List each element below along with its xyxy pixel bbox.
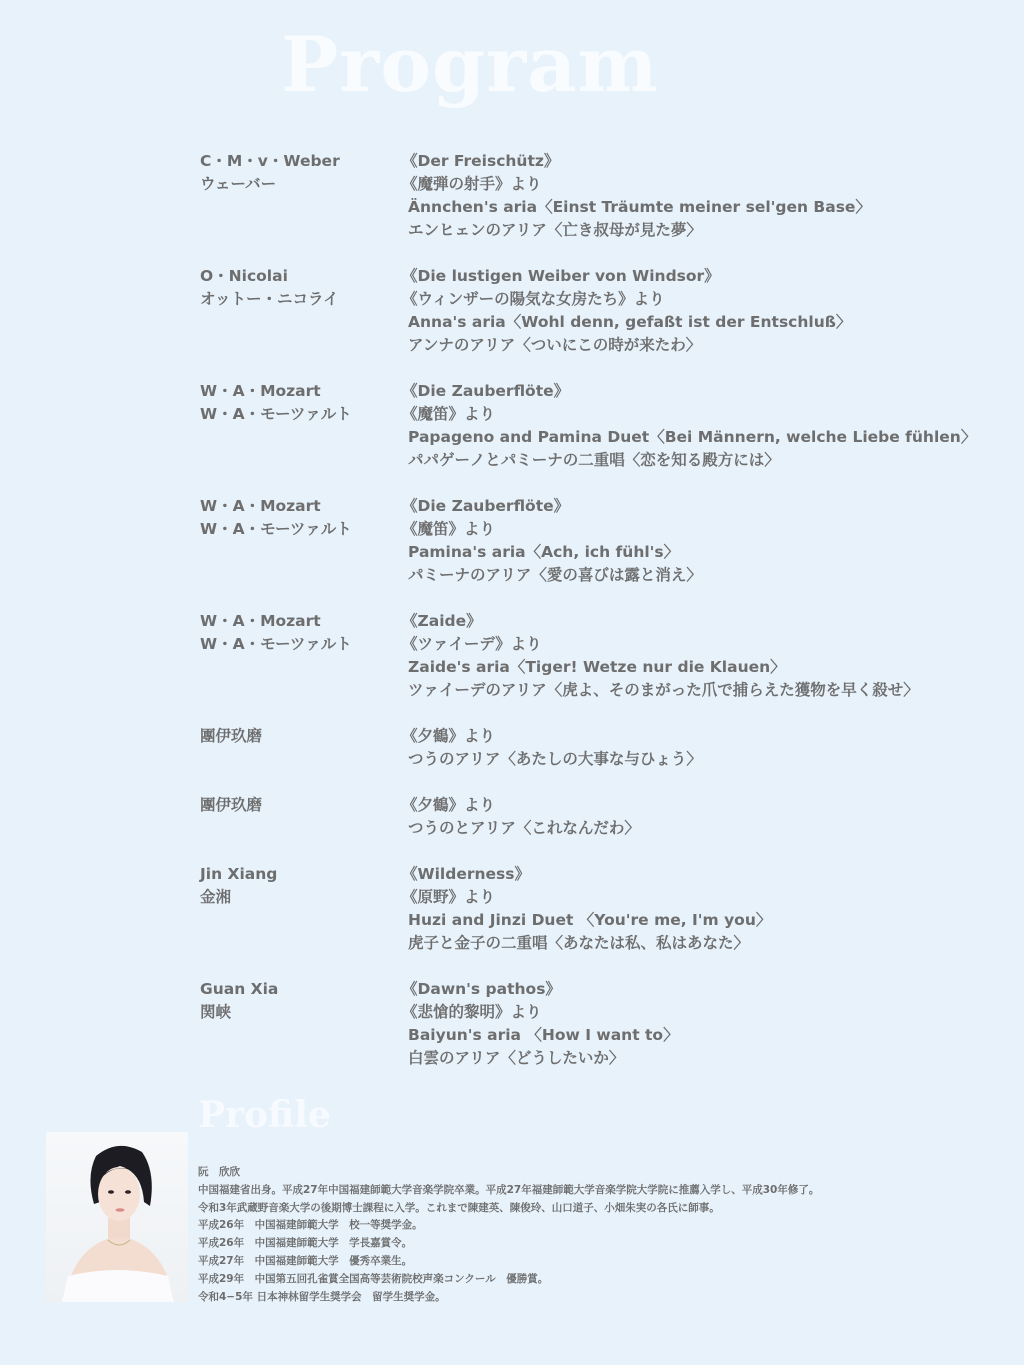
composer-line: 團伊玖磨	[200, 727, 263, 745]
profile-photo	[46, 1132, 188, 1302]
program-piece	[200, 610, 980, 702]
work	[402, 794, 980, 840]
composer-line: Jin Xiang	[200, 865, 278, 883]
profile-line: 平成29年 中国第五回孔雀賞全国高等芸術院校声楽コンクール 優勝賞。	[198, 1272, 549, 1285]
composer-line: W・A・モーツァルト	[200, 405, 352, 423]
profile-line: 令和4−5年 日本神林留学生奨学会 留学生奨学金。	[198, 1290, 446, 1303]
work-line: つうのとアリア〈これなんだわ〉	[408, 819, 640, 837]
program-piece	[200, 863, 980, 955]
work-line: Pamina's aria〈Ach, ich fühl's〉	[408, 543, 680, 561]
profile-line: 平成26年 中国福建師範大学 校一等奨学金。	[198, 1219, 423, 1232]
composer-line: W・A・Mozart	[200, 497, 321, 515]
composer-line: W・A・モーツァルト	[200, 635, 352, 653]
profile-line: 中国福建省出身。平成27年中国福建師範大学音楽学院卒業。平成27年福建師範大学音楽学院大学院に推薦入学し、平成30年修了。	[198, 1183, 820, 1196]
work-line: Baiyun's aria 〈How I want to〉	[408, 1026, 679, 1044]
composer-line: 金湘	[200, 888, 232, 906]
profile-name: 阮 欣欣	[198, 1166, 240, 1178]
work-line: 《夕鶴》より	[402, 727, 496, 745]
work-line: 《Der Freischütz》	[402, 152, 560, 170]
work-line: 《ツァイーデ》より	[402, 635, 542, 653]
work-line: エンヒェンのアリア〈亡き叔母が見た夢〉	[408, 221, 702, 239]
profile-text	[198, 1164, 998, 1306]
page-title: Program	[281, 20, 659, 109]
work	[402, 725, 980, 771]
program-piece	[200, 978, 980, 1070]
profile-line: 平成27年 中国福建師範大学 優秀卒業生。	[198, 1254, 413, 1267]
work-line: Papageno and Pamina Duet〈Bei Männern, welche Liebe fühlen〉	[408, 428, 977, 446]
work	[402, 150, 980, 242]
work	[402, 495, 980, 587]
composer	[200, 725, 400, 748]
work	[402, 380, 980, 472]
work-line: 《Die Zauberflöte》	[402, 497, 570, 515]
program-piece	[200, 150, 980, 242]
work-line: ツァイーデのアリア〈虎よ、そのまがった爪で捕らえた獲物を早く殺せ〉	[408, 681, 919, 699]
program-piece	[200, 265, 980, 357]
composer-line: W・A・Mozart	[200, 612, 321, 630]
program-piece	[200, 380, 980, 472]
composer-line: Guan Xia	[200, 980, 279, 998]
composer-line: 関峡	[200, 1003, 232, 1021]
program-piece	[200, 794, 980, 840]
composer	[200, 978, 400, 1024]
work	[402, 610, 980, 702]
work-line: 《Wilderness》	[402, 865, 530, 883]
composer-line: オットー・ニコライ	[200, 290, 339, 308]
program-piece	[200, 495, 980, 587]
work	[402, 863, 980, 955]
work-line: つうのアリア〈あたしの大事な与ひょう〉	[408, 750, 702, 768]
composer	[200, 495, 400, 541]
composer	[200, 150, 400, 196]
work-line: Anna's aria〈Wohl denn, gefaßt ist der Entschluß〉	[408, 313, 852, 331]
work-line: パパゲーノとパミーナの二重唱〈恋を知る殿方には〉	[408, 451, 780, 469]
profile-line: 平成26年 中国福建師範大学 学長嘉賞令。	[198, 1237, 413, 1250]
composer	[200, 265, 400, 311]
work-line: アンナのアリア〈ついにこの時が来たわ〉	[408, 336, 702, 354]
program-list	[200, 150, 980, 1070]
work-line: 《Zaide》	[402, 612, 482, 630]
work-line: Zaide's aria〈Tiger! Wetze nur die Klauen〉	[408, 658, 786, 676]
composer	[200, 610, 400, 656]
work	[402, 978, 980, 1070]
profile-heading: Profile	[198, 1094, 331, 1136]
work-line: 《原野》より	[402, 888, 496, 906]
program-piece	[200, 725, 980, 771]
composer	[200, 863, 400, 909]
composer-line: O・Nicolai	[200, 267, 288, 285]
work-line: 白雲のアリア〈どうしたいか〉	[408, 1049, 625, 1067]
work-line: 《悲愴的黎明》より	[402, 1003, 542, 1021]
work-line: 《夕鶴》より	[402, 796, 496, 814]
composer-line: W・A・モーツァルト	[200, 520, 352, 538]
work-line: 《ウィンザーの陽気な女房たち》より	[402, 290, 665, 308]
composer-line: C・M・v・Weber	[200, 152, 340, 170]
work-line: 虎子と金子の二重唱〈あなたは私、私はあなた〉	[408, 934, 750, 952]
composer	[200, 794, 400, 817]
work-line: 《Die lustigen Weiber von Windsor》	[402, 267, 720, 285]
work-line: 《魔笛》より	[402, 405, 496, 423]
composer-line: ウェーバー	[200, 175, 277, 193]
work-line: Ännchen's aria〈Einst Träumte meiner sel'gen Base〉	[408, 198, 871, 216]
work-line: 《魔笛》より	[402, 520, 496, 538]
composer	[200, 380, 400, 426]
work-line: パミーナのアリア〈愛の喜びは露と消え〉	[408, 566, 702, 584]
work-line: 《Die Zauberflöte》	[402, 382, 570, 400]
composer-line: W・A・Mozart	[200, 382, 321, 400]
work-line: 《Dawn's pathos》	[402, 980, 561, 998]
work-line: 《魔弾の射手》より	[402, 175, 542, 193]
composer-line: 團伊玖磨	[200, 796, 263, 814]
work-line: Huzi and Jinzi Duet 〈You're me, I'm you〉	[408, 911, 772, 929]
work	[402, 265, 980, 357]
profile-line: 令和3年武蔵野音楽大学の後期博士課程に入学。これまで陳建英、陳俊玲、山口道子、小畑朱実の各氏に師事。	[198, 1201, 720, 1214]
